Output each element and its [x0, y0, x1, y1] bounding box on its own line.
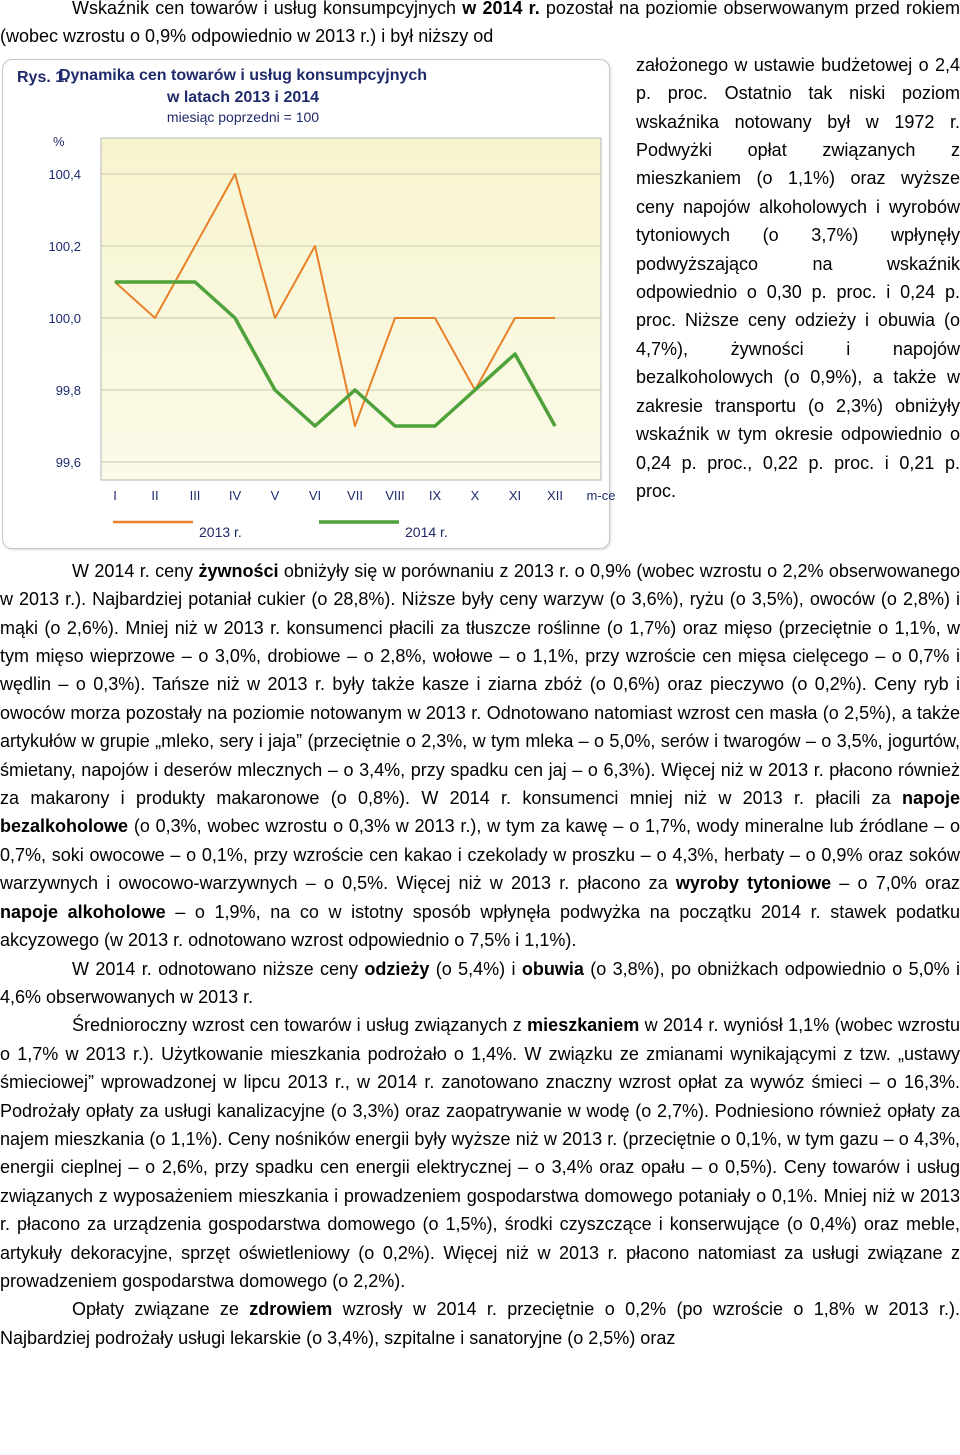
data-point: [515, 317, 516, 318]
y-tick-label: 99,6: [55, 454, 81, 470]
x-tick-label: IV: [228, 487, 242, 503]
figure-wrap-section: [0, 51, 960, 540]
x-tick-label: VI: [308, 487, 322, 503]
intro-wrap-text: założonego w ustawie budżetowej o 2,4 p. proc. Ostatnio tak niski poziom wskaźnika notowany był w 1972 r. Podwyżki opłat związanych z mieszkaniem (o 1,1%) oraz wyższe ceny napojów alkoholowych i wyrobów tytoniowych (o 3,7%) wpłynęły podwyższająco na wskaźnik odpowiednio o 0,30 p. proc. i 0,24 p. proc. Niższe ceny odzieży i obuwia (o 4,7%), żywności i napojów bezalkoholowych (o 0,9%), a także w zakresie transportu (o 2,3%) obniżyły wskaźnik w tym okresie odpowiednio o 0,24 p. proc., 0,22 p. proc. i 0,21 p. proc.: [636, 54, 960, 501]
food-bold-4: napoje alkoholowe: [0, 901, 166, 922]
data-point: [195, 245, 196, 246]
food-text-3: (o 0,3%, wobec wzrostu o 0,3% w 2013 r.), w tym za kawę – o 1,7%, wody mineralne lub źródlane – o 0,7%, soki owocowe – o 0,1%, przy wzroście cen kakao i czekolady w proszku – o 4,3%, herbaty – o 0,9% oraz soków warzywnych i owocowo-warzywnych – o 0,5%. Więcej niż w 2013 r. płacono za: [0, 816, 960, 894]
data-point: [275, 317, 276, 318]
x-tick-label: XI: [508, 487, 522, 503]
data-point: [235, 173, 236, 174]
x-tick-label: I: [113, 487, 117, 503]
housing-text-2: w 2014 r. wyniósł 1,1% (wobec wzrostu o 1,7% w 2013 r.). Użytkowanie mieszkania podrożało o 1,4%. W związku ze zmianami wynikającymi z tzw. „ustawy śmieciowej” wprowadzonej w lipcu 2013 r., w 2014 r. zanotowano znaczny wzrost opłat za wywóz śmieci – o 16,3%. Podrożały opłaty za usługi kanalizacyjne (o 3,3%) oraz zaopatrywanie w wodę (o 2,7%). Podniesiono również opłaty za najem mieszkania (o 1,1%). Ceny nośników energii były wyższe niż w 2013 r. (przeciętnie o 0,1%, w tym gazu – o 4,3%, energii cieplnej – o 2,6%, przy spadku cen energii elektrycznej – o 3,4% oraz opału – o 0,5%). Ceny towarów i usług związanych z wyposażeniem mieszkania i prowadzeniem gospodarstwa domowego potaniały o 0,1%. Mniej niż w 2013 r. płacono za urządzenia gospodarstwa domowego (o 1,5%), środki czyszczące i konserwujące (o 0,4%) oraz meble, artykuły dekoracyjne, sprzęt oświetleniowy (o 0,2%). Więcej niż w 2013 r. płacono natomiast za usługi związane z prowadzeniem gospodarstwa domowego (o 2,2%).: [0, 1015, 960, 1291]
data-point: [315, 425, 316, 426]
food-text-5: – o 1,9%, na co w istotny sposób wpłynęła podwyżka na początku 2014 r. stawek podatku akcyzowego (w 2013 r. odnotowano wzrost odpowiednio o 7,5% i 1,1%).: [0, 901, 960, 951]
health-bold-1: zdrowiem: [249, 1299, 333, 1320]
x-tick-label: IX: [428, 487, 442, 503]
x-tick-label: XII: [547, 487, 563, 503]
food-bold-1: żywności: [198, 560, 279, 581]
health-paragraph: [0, 1295, 960, 1352]
y-tick-label: 100,0: [48, 310, 81, 326]
data-point: [395, 425, 396, 426]
data-point: [435, 317, 436, 318]
legend-label: 2013 r.: [199, 523, 242, 540]
data-point: [195, 281, 196, 282]
food-bold-2: napoje bezalkoholowe: [0, 788, 960, 837]
data-point: [555, 425, 556, 426]
food-bold-3: wyroby tytoniowe: [675, 873, 832, 894]
x-tick-label: X: [470, 487, 480, 503]
x-tick-label: V: [270, 487, 280, 503]
chart-title-line-3: miesiąc poprzedni = 100: [166, 108, 320, 125]
food-text-1: W 2014 r. ceny: [72, 560, 199, 581]
clothing-text-1: W 2014 r. odnotowano niższe ceny: [72, 958, 365, 979]
chart-title-line-1: Dynamika cen towarów i usług konsumpcyjnych: [58, 66, 428, 84]
legend-label: 2014 r.: [405, 523, 448, 540]
data-point: [275, 389, 276, 390]
data-point: [395, 317, 396, 318]
y-tick-label: 100,4: [48, 166, 81, 182]
data-point: [475, 389, 476, 390]
housing-bold-1: mieszkaniem: [527, 1015, 640, 1036]
food-text-4: – o 7,0% oraz: [831, 873, 960, 894]
figure-label: Rys. 1.: [17, 68, 69, 86]
y-unit-label: %: [53, 133, 65, 149]
food-text-2: obniżyły się w porównaniu z 2013 r. o 0,9% (wobec wzrostu o 2,2% obserwowanego w 2013 r.). Najbardziej potaniał cukier (o 28,8%). Niższe były ceny warzyw (o 3,6%), ryżu (o 3,5%), owoców (o 2,8%) i mąki (o 2,6%). Mniej niż w 2013 r. konsumenci płacili za tłuszcze roślinne (o 1,7%) oraz mięso (przeciętnie o 1,1%, w tym mięso wieprzowe – o 3,0%, drobiowe – o 2,8%, wołowe – o 1,1%, przy wzroście cen mięsa cielęcego – o 0,7% i wędlin – o 0,3%). Tańsze niż w 2013 r. były także kasze i ziarna zbóż (o 0,6%) oraz pieczywo (o 0,2%). Ceny ryb i owoców morza pozostały na poziomie notowanym w 2013 r. Odnotowano natomiast wzrost cen masła (o 2,5%), a także artykułów w grupie „mleko, sery i jaja” (przeciętnie o 2,3%, w tym mleka – o 5,0%, serów i twarogów – o 3,5%, jogurtów, śmietany, napojów i deserów mlecznych – o 3,4%, przy spadku cen jaj – o 6,3%). Więcej niż w 2013 r. płacono również za makarony i produkty makaronowe (o 0,8%). W 2014 r. konsumenci mniej niż w 2013 r. płacili za: [0, 560, 960, 809]
food-paragraph: [0, 557, 960, 955]
intro-text-part: pozostał na poziomie obserwowanym przed rokiem (wobec wzrostu o 0,9% odpowiednio w 2013 r.) i był niższy od: [0, 0, 960, 47]
y-tick-label: 100,2: [48, 238, 81, 254]
data-point: [155, 281, 156, 282]
data-point: [155, 317, 156, 318]
intro-text-start: Wskaźnik cen towarów i usług konsumpcyjnych: [72, 0, 463, 18]
health-text-1: Opłaty związane ze: [72, 1299, 250, 1320]
x-tick-label: m-ce: [586, 487, 616, 503]
clothing-bold-1: odzieży: [364, 958, 430, 979]
health-text-2: wzrosły w 2014 r. przeciętnie o 0,2% (po wzroście o 1,8% w 2013 r.). Najbardziej podrożały usługi lekarskie (o 3,4%), szpitalne i sanatoryjne (o 2,5%) oraz: [0, 1299, 960, 1348]
x-tick-labels: [113, 488, 615, 503]
line-chart: [3, 60, 616, 548]
intro-paragraph: [0, 0, 960, 51]
data-point: [115, 281, 116, 282]
chart-panel: [2, 59, 616, 549]
intro-year: w 2014 r.: [462, 0, 540, 18]
chart-title-line-2: w latach 2013 i 2014: [166, 88, 320, 106]
data-point: [435, 425, 436, 426]
data-point: [315, 245, 316, 246]
y-tick-label: 99,8: [55, 382, 81, 398]
data-point: [515, 353, 516, 354]
y-tick-labels: [48, 167, 81, 470]
chart-legend: [113, 522, 448, 540]
data-point: [355, 389, 356, 390]
housing-text-1: Średnioroczny wzrost cen towarów i usług związanych z: [72, 1015, 528, 1036]
figure-1: [2, 59, 614, 551]
data-point: [555, 317, 556, 318]
clothing-text-2: (o 5,4%) i: [429, 958, 522, 979]
x-tick-label: III: [189, 487, 201, 503]
x-tick-label: VII: [347, 487, 363, 503]
x-tick-label: VIII: [385, 487, 405, 503]
clothing-paragraph: [0, 955, 960, 1012]
data-point: [355, 425, 356, 426]
housing-paragraph: [0, 1011, 960, 1295]
x-tick-label: II: [151, 487, 159, 503]
clothing-bold-2: obuwia: [521, 958, 584, 979]
plot-area: [101, 138, 601, 480]
clothing-text-3: (o 3,8%), po obniżkach odpowiednio o 5,0% i 4,6% obserwowanych w 2013 r.: [0, 958, 960, 1007]
data-point: [235, 317, 236, 318]
